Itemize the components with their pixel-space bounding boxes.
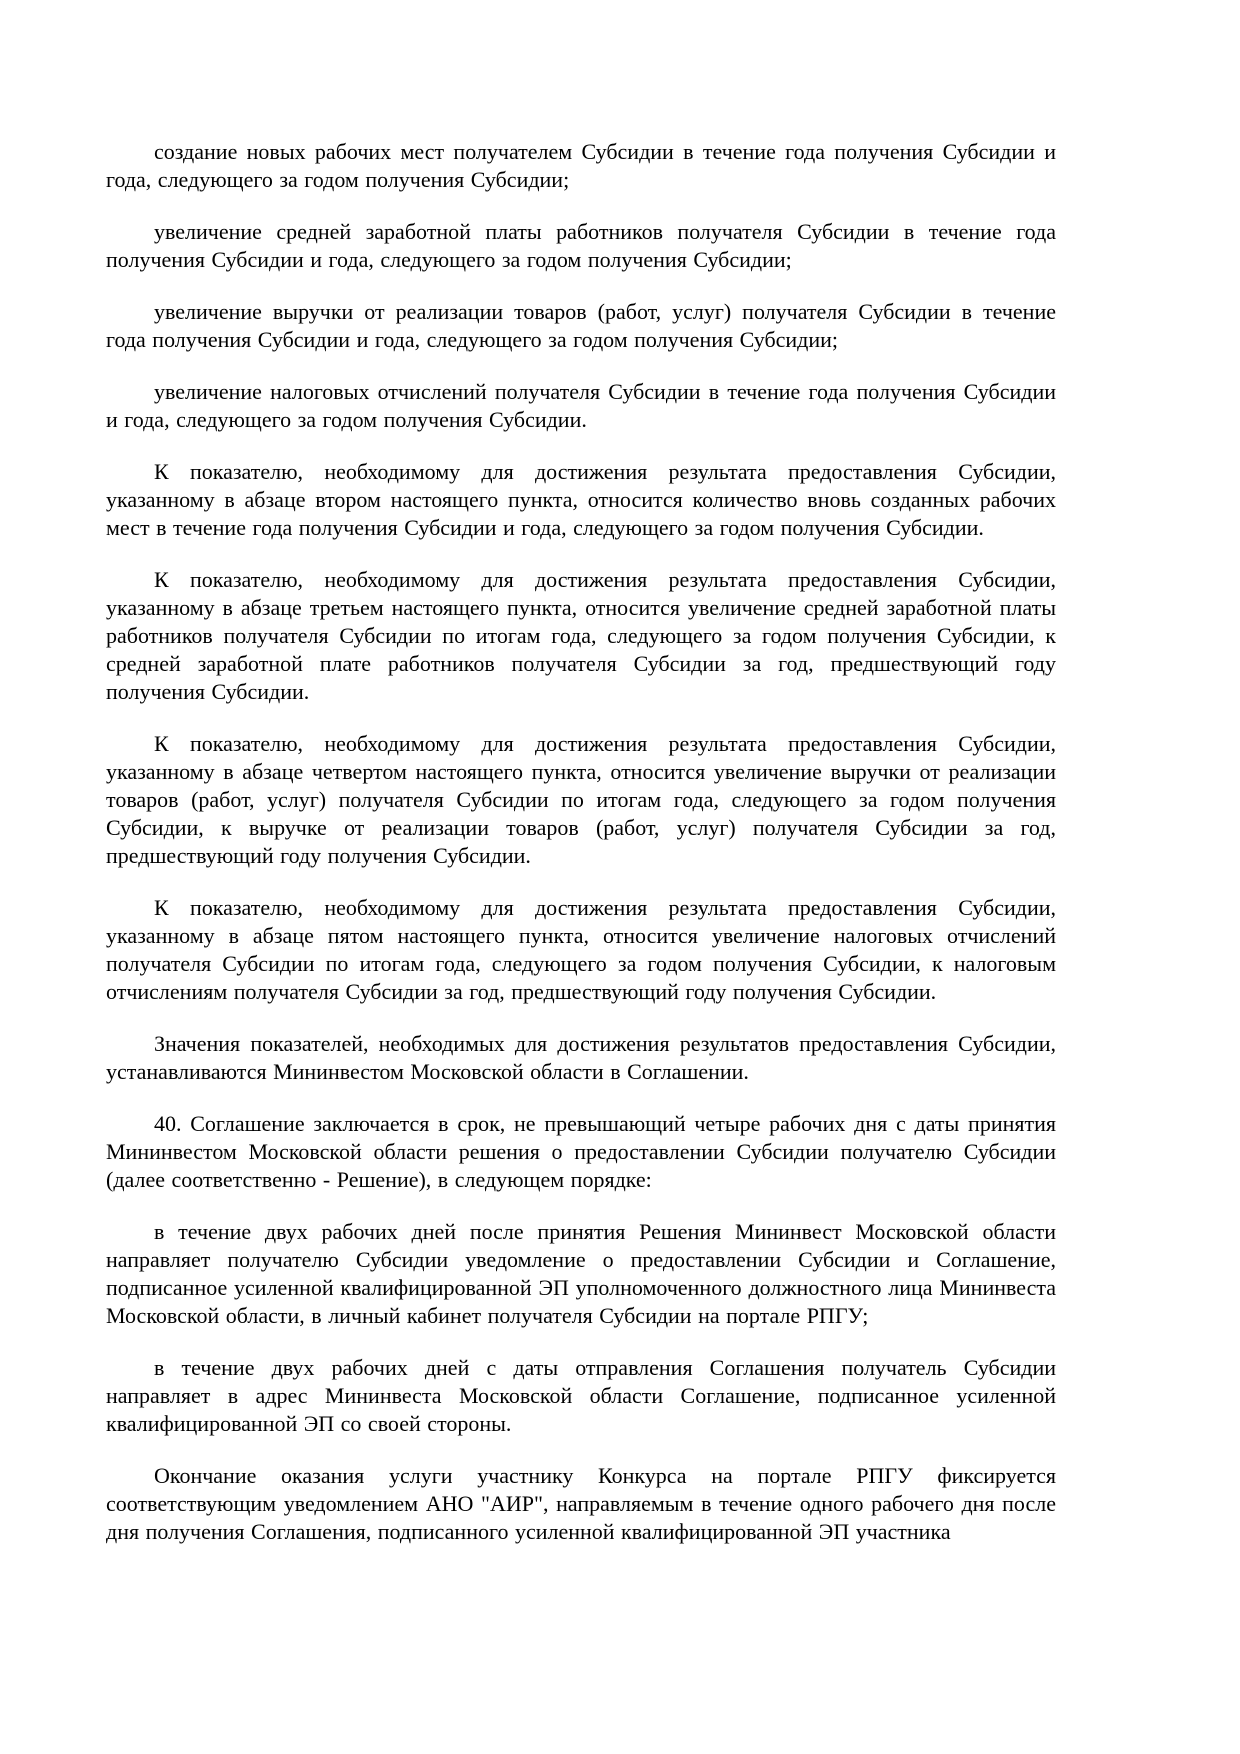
paragraph: в течение двух рабочих дней с даты отправления Соглашения получатель Субсидии направляет в адрес Мининвеста Московской области Соглашение, подписанное усиленной квалифицированной ЭП со своей стороны. — [106, 1355, 1056, 1436]
paragraph: К показателю, необходимому для достижения результата предоставления Субсидии, указанному в абзаце четвертом настоящего пункта, относится увеличение выручки от реализации товаров (работ, услуг) получателя Субсидии по итогам года, следующего за годом получения Субсидии, к выручке от реализации товаров (работ, услуг) получателя Субсидии за год, предшествующий году получения Субсидии. — [106, 731, 1056, 868]
paragraph: 40. Соглашение заключается в срок, не превышающий четыре рабочих дня с даты принятия Мининвестом Московской области решения о предоставлении Субсидии получателю Субсидии (далее соответственно - Решение), в следующем порядке: — [106, 1111, 1056, 1192]
paragraph: создание новых рабочих мест получателем Субсидии в течение года получения Субсидии и года, следующего за годом получения Субсидии; — [106, 139, 1056, 192]
paragraph: Значения показателей, необходимых для достижения результатов предоставления Субсидии, устанавливаются Мининвестом Московской области в Соглашении. — [106, 1031, 1056, 1084]
paragraph: увеличение налоговых отчислений получателя Субсидии в течение года получения Субсидии и года, следующего за годом получения Субсидии. — [106, 379, 1056, 432]
paragraph: в течение двух рабочих дней после принятия Решения Мининвест Московской области направляет получателю Субсидии уведомление о предоставлении Субсидии и Соглашение, подписанное усиленной квалифицированной ЭП уполномоченного должностного лица Мининвеста Московской области, в личный кабинет получателя Субсидии на портале РПГУ; — [106, 1219, 1056, 1328]
paragraph: К показателю, необходимому для достижения результата предоставления Субсидии, указанному в абзаце втором настоящего пункта, относится количество вновь созданных рабочих мест в течение года получения Субсидии и года, следующего за годом получения Субсидии. — [106, 459, 1056, 540]
document-content — [106, 138, 1056, 1546]
paragraph: Окончание оказания услуги участнику Конкурса на портале РПГУ фиксируется соответствующим уведомлением АНО "АИР", направляемым в течение одного рабочего дня после дня получения Соглашения, подписанного усиленной квалифицированной ЭП участника — [106, 1463, 1056, 1544]
paragraph: увеличение средней заработной платы работников получателя Субсидии в течение года получения Субсидии и года, следующего за годом получения Субсидии; — [106, 219, 1056, 272]
paragraph: К показателю, необходимому для достижения результата предоставления Субсидии, указанному в абзаце третьем настоящего пункта, относится увеличение средней заработной платы работников получателя Субсидии по итогам года, следующего за годом получения Субсидии, к средней заработной плате работников получателя Субсидии за год, предшествующий году получения Субсидии. — [106, 567, 1056, 704]
paragraph: увеличение выручки от реализации товаров (работ, услуг) получателя Субсидии в течение года получения Субсидии и года, следующего за годом получения Субсидии; — [106, 299, 1056, 352]
paragraph: К показателю, необходимому для достижения результата предоставления Субсидии, указанному в абзаце пятом настоящего пункта, относится увеличение налоговых отчислений получателя Субсидии по итогам года, следующего за годом получения Субсидии, к налоговым отчислениям получателя Субсидии за год, предшествующий году получения Субсидии. — [106, 895, 1056, 1004]
